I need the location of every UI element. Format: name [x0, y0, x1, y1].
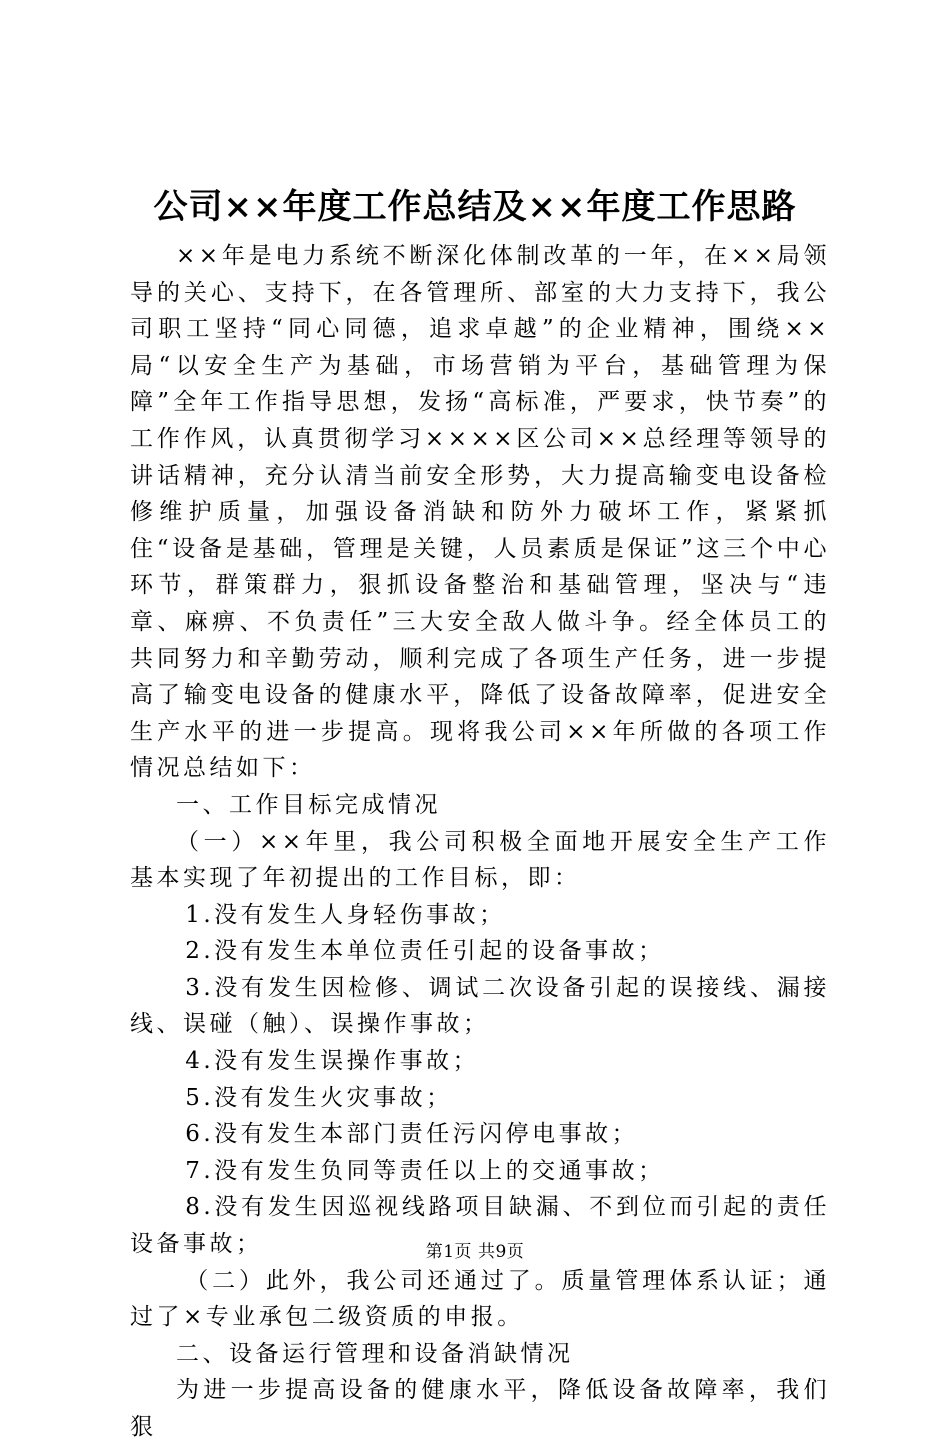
- page-number-footer: 第1页 共9页: [425, 1242, 525, 1262]
- list-item: 5.没有发生火灾事故；: [185, 1084, 453, 1111]
- section-heading-1: 一、工作目标完成情况: [176, 791, 441, 818]
- section-heading-2: 二、设备运行管理和设备消缺情况: [176, 1340, 574, 1367]
- intro-paragraph: ××年是电力系统不断深化体制改革的一年，在××局领导的关心、支持下，在各管理所、部室的大力支持下，我公司职工坚持“同心同德，追求卓越”的企业精神，围绕××局“以安全生产为基础，市场营销为平台，基础管理为保障”全年工作指导思想，发扬“高标准，严要求，快节奏”的工作作风，认真贯彻学习××××区公司××总经理等领导的讲话精神，充分认清当前安全形势，大力提高输变电设备检修维护质量，加强设备消缺和防外力破坏工作，紧紧抓住“设备是基础，管理是关键，人员素质是保证”这三个中心环节，群策群力，狠抓设备整治和基础管理，坚决与“违章、麻痹、不负责任”三大安全敌人做斗争。经全体员工的共同努力和辛勤劳动，顺利完成了各项生产任务，进一步提高了输变电设备的健康水平，降低了设备故障率，促进安全生产水平的进一步提高。现将我公司××年所做的各项工作情况总结如下：: [130, 243, 830, 782]
- list-item: 8.没有发生因巡视线路项目缺漏、不到位而引起的责任设备事故；: [130, 1194, 830, 1258]
- document-body: [130, 238, 830, 1446]
- list-item: 2.没有发生本单位责任引起的设备事故；: [185, 938, 665, 965]
- list-item: 7.没有发生负同等责任以上的交通事故；: [185, 1157, 665, 1184]
- subsection-paragraph-2: （二）此外，我公司还通过了。质量管理体系认证；通过了×专业承包二级资质的申报。: [130, 1267, 830, 1331]
- subsection-paragraph-1: （一）××年里，我公司积极全面地开展安全生产工作基本实现了年初提出的工作目标，即：: [130, 828, 830, 892]
- list-item: 1.没有发生人身轻伤事故；: [185, 901, 506, 928]
- list-item: 6.没有发生本部门责任污闪停电事故；: [185, 1121, 639, 1148]
- list-item: 4.没有发生误操作事故；: [185, 1048, 480, 1075]
- body-paragraph: 为进一步提高设备的健康水平，降低设备故障率，我们狠: [130, 1377, 830, 1440]
- list-item: 3.没有发生因检修、调试二次设备引起的误接线、漏接线、误碰（触）、误操作事故；: [130, 974, 830, 1038]
- document-title: 公司××年度工作总结及××年度工作思路: [153, 187, 797, 227]
